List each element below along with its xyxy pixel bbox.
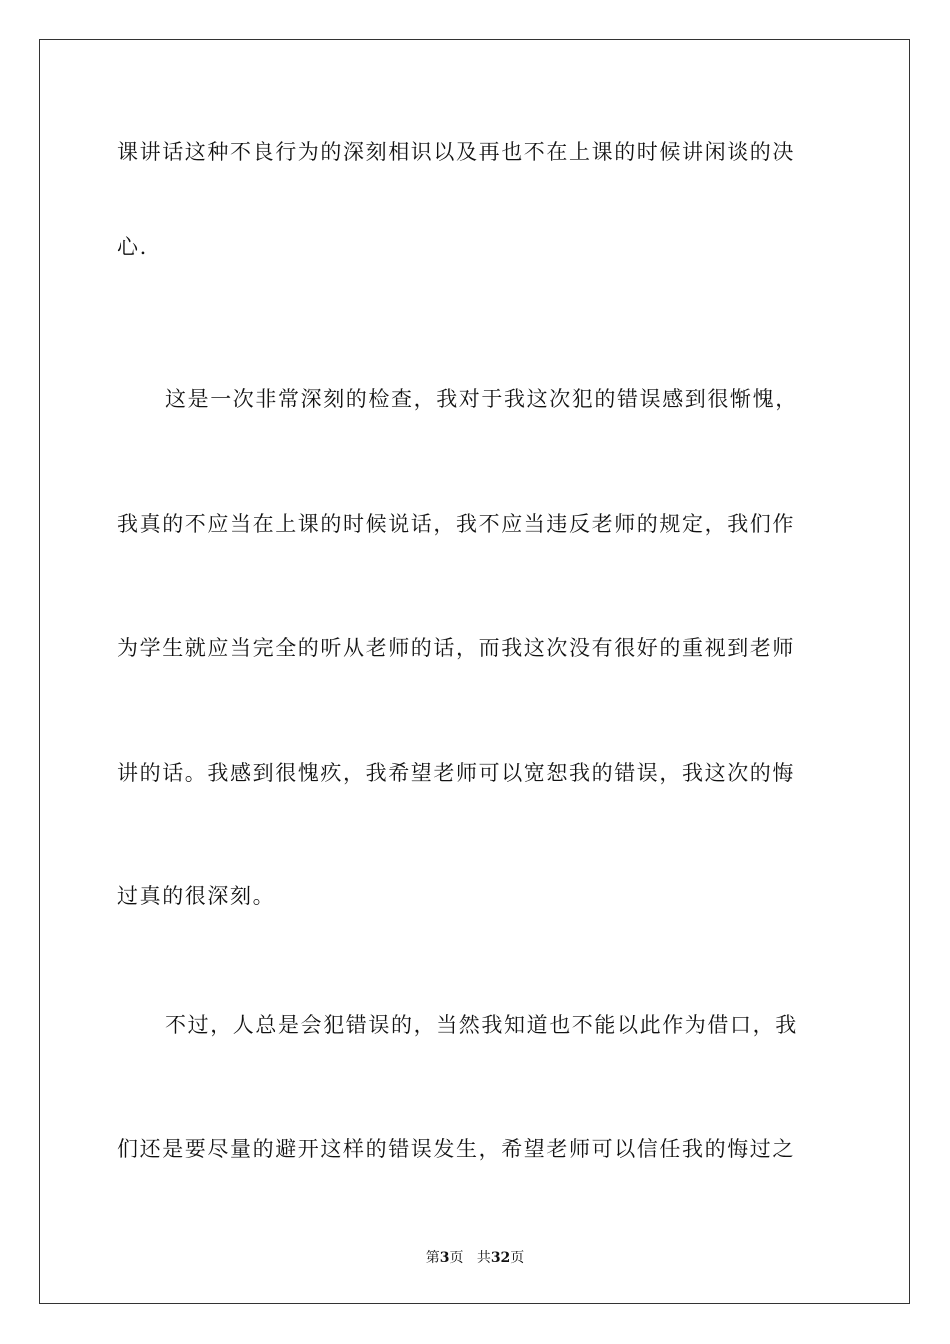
paragraph-2-line-3: 为学生就应当完全的听从老师的话，而我这次没有很好的重视到老师: [117, 636, 795, 660]
total-prefix: 共: [476, 1250, 491, 1266]
paragraph-3-line-2: 们还是要尽量的避开这样的错误发生，希望老师可以信任我的悔过之: [117, 1137, 795, 1161]
paragraph-2-line-2: 我真的不应当在上课的时候说话，我不应当违反老师的规定，我们作: [117, 512, 795, 536]
paragraph-3-line-1: 不过，人总是会犯错误的，当然我知道也不能以此作为借口，我: [165, 1013, 798, 1037]
page-number: 3: [439, 1250, 450, 1266]
total-pages: 32: [490, 1250, 511, 1266]
text-line-2: 心.: [117, 235, 148, 259]
paragraph-2-line-1: 这是一次非常深刻的检查，我对于我这次犯的错误感到很惭愧，: [165, 387, 798, 411]
total-suffix: 页: [510, 1250, 525, 1266]
paragraph-2-line-5: 过真的很深刻。: [117, 884, 276, 908]
text-line-1: 课讲话这种不良行为的深刻相识以及再也不在上课的时候讲闲谈的决: [117, 140, 795, 164]
page-prefix: 第: [425, 1250, 440, 1266]
page-footer: [0, 1249, 950, 1267]
page-suffix: 页: [449, 1250, 464, 1266]
page-frame: [39, 39, 910, 1304]
paragraph-2-line-4: 讲的话。我感到很愧疚，我希望老师可以宽恕我的错误，我这次的悔: [117, 761, 795, 785]
